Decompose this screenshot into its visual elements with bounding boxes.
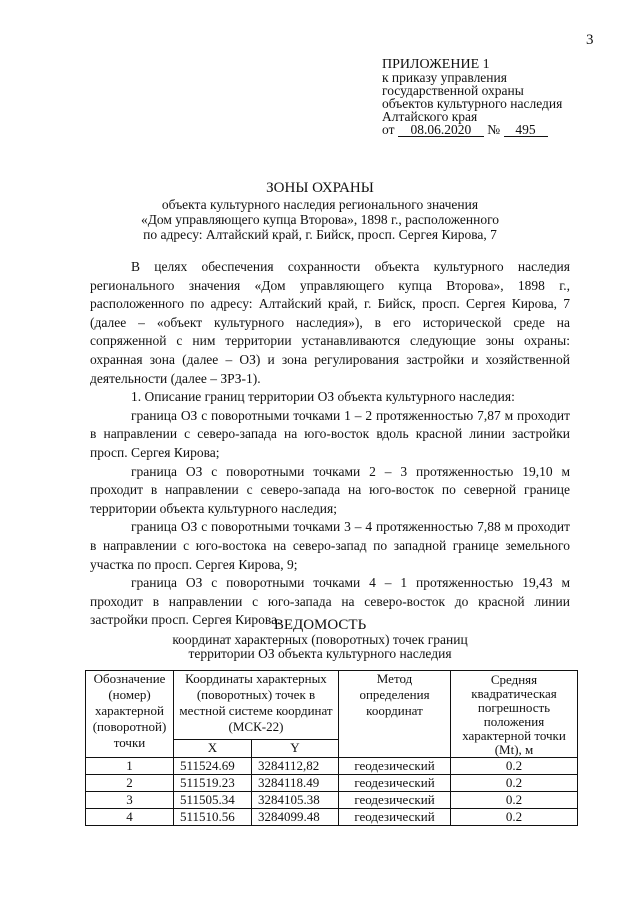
paragraph: 1. Описание границ территории ОЗ объекта культурного наследия: xyxy=(131,389,515,405)
subtitle-line: территории ОЗ объекта культурного наследия xyxy=(188,646,452,661)
cell-method: геодезический xyxy=(339,758,451,775)
cell-y: 3284118.49 xyxy=(252,775,339,792)
appendix-block xyxy=(382,58,562,137)
header-error: Средняя квадратическая погрешность положения характерной точки (Mt), м xyxy=(451,671,578,758)
header-designation: Обозначение (номер) характерной (поворотной) точки xyxy=(86,671,174,758)
cell-y: 3284105.38 xyxy=(252,792,339,809)
paragraph: граница ОЗ с поворотными точками 4 – 1 протяженностью 19,43 м проходит в направлении с юго-запада на северо-восток до красной линии застройки просп. Сергея Кирова. xyxy=(90,575,570,628)
paragraph: граница ОЗ с поворотными точками 2 – 3 протяженностью 19,10 м проходит в направлении с северо-запада на юго-восток по северной границе территории объекта культурного наследия; xyxy=(90,463,570,516)
cell-method: геодезический xyxy=(339,792,451,809)
header-method: Метод определения координат xyxy=(339,671,451,758)
table-row xyxy=(86,809,578,826)
coordinates-table xyxy=(85,670,578,826)
cell-x: 511510.56 xyxy=(174,809,252,826)
statement-subtitle xyxy=(0,633,640,661)
appendix-title: ПРИЛОЖЕНИЕ 1 xyxy=(382,57,490,72)
cell-error: 0.2 xyxy=(451,809,578,826)
number-sign: № xyxy=(487,122,501,137)
table-row xyxy=(86,758,578,775)
zones-subtitle xyxy=(0,197,640,242)
order-number: 495 xyxy=(504,123,548,137)
header-coordinates: Координаты характерных (поворотных) точек в местной системе координат (МСК-22) xyxy=(174,671,339,740)
cell-method: геодезический xyxy=(339,775,451,792)
cell-point: 4 xyxy=(86,809,174,826)
cell-x: 511519.23 xyxy=(174,775,252,792)
appendix-line: объектов культурного наследия xyxy=(382,96,563,111)
body-text xyxy=(90,258,570,630)
paragraph: граница ОЗ с поворотными точками 3 – 4 протяженностью 7,88 м проходит в направлении с юго-востока на северо-запад по западной границе земельного участка по просп. Сергея Кирова, 9; xyxy=(90,519,570,572)
cell-error: 0.2 xyxy=(451,792,578,809)
appendix-date-line xyxy=(382,123,562,137)
cell-y: 3284099.48 xyxy=(252,809,339,826)
cell-method: геодезический xyxy=(339,809,451,826)
cell-point: 1 xyxy=(86,758,174,775)
appendix-line: к приказу управления xyxy=(382,70,507,85)
cell-point: 2 xyxy=(86,775,174,792)
cell-x: 511505.34 xyxy=(174,792,252,809)
subtitle-line: координат характерных (поворотных) точек границ xyxy=(172,632,468,647)
appendix-line: государственной охраны xyxy=(382,83,524,98)
table-row xyxy=(86,792,578,809)
zones-title: ЗОНЫ ОХРАНЫ xyxy=(266,180,374,196)
statement-title: ВЕДОМОСТЬ xyxy=(273,617,367,633)
subtitle-line: объекта культурного наследия регионального значения xyxy=(161,197,479,212)
cell-point: 3 xyxy=(86,792,174,809)
appendix-line: Алтайского края xyxy=(382,109,478,124)
cell-error: 0.2 xyxy=(451,775,578,792)
subtitle-line: «Дом управляющего купца Второва», 1898 г., расположенного xyxy=(140,212,500,227)
subtitle-line: по адресу: Алтайский край, г. Бийск, просп. Сергея Кирова, 7 xyxy=(143,227,497,242)
page-number: 3 xyxy=(586,32,594,48)
header-y: Y xyxy=(252,739,339,757)
paragraph: В целях обеспечения сохранности объекта культурного наследия регионального значения «Дом управляющего купца Второва», 1898 г., расположенного по адресу: Алтайский край, г. Бийск, просп. Сергея Кирова, 7 (далее – «объект культурного наследия»), в его исторической среде на сопряженной с ним территории устанавливаются следующие зоны охраны: охранная зона (далее – ОЗ) и зона регулирования застройки и хозяйственной деятельности (далее – ЗРЗ-1). xyxy=(90,259,570,386)
cell-error: 0.2 xyxy=(451,758,578,775)
date-prefix: от xyxy=(382,122,395,137)
paragraph: граница ОЗ с поворотными точками 1 – 2 протяженностью 7,87 м проходит в направлении с северо-запада на юго-восток вдоль красной линии застройки просп. Сергея Кирова; xyxy=(90,407,570,460)
header-x: X xyxy=(174,739,252,757)
order-date: 08.06.2020 xyxy=(398,123,484,137)
table-row xyxy=(86,775,578,792)
table-header-row xyxy=(86,671,578,740)
cell-y: 3284112,82 xyxy=(252,758,339,775)
cell-x: 511524.69 xyxy=(174,758,252,775)
